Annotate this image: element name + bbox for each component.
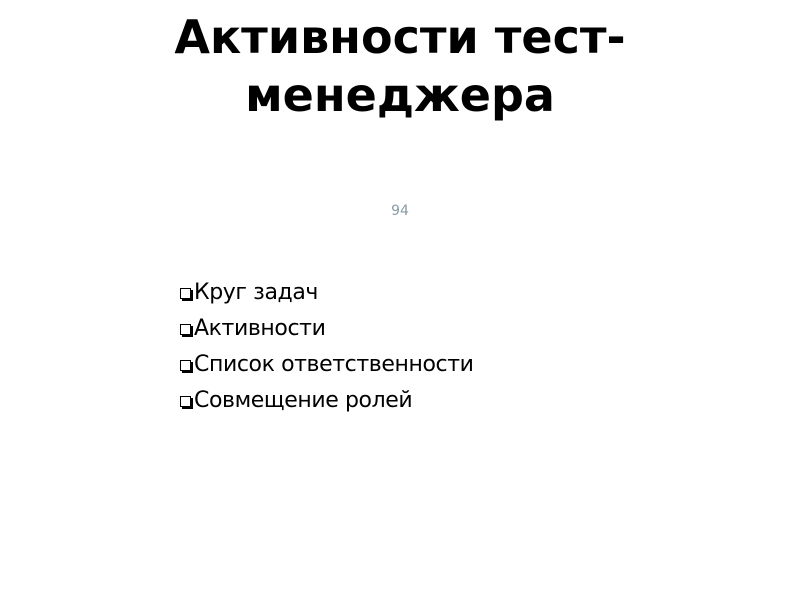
bullet-list <box>180 274 474 418</box>
slide-title <box>0 8 800 124</box>
bullet-item-label: Совмещение ролей <box>194 387 413 413</box>
checkbox-outline-icon <box>180 324 191 335</box>
bullet-item-role-combination <box>180 382 474 418</box>
bullet-item-activities <box>180 310 474 346</box>
bullet-item-responsibilities <box>180 346 474 382</box>
checkbox-outline-icon <box>180 396 191 407</box>
bullet-item-label: Список ответственности <box>194 351 474 377</box>
slide-title-line-1: Активности тест- <box>174 10 626 64</box>
bullet-item-tasks <box>180 274 474 310</box>
checkbox-outline-icon <box>180 288 191 299</box>
bullet-item-label: Круг задач <box>194 279 319 305</box>
checkbox-outline-icon <box>180 360 191 371</box>
bullet-item-label: Активности <box>194 315 326 341</box>
page-number: 94 <box>391 203 409 219</box>
slide-title-line-2: менеджера <box>245 68 555 122</box>
